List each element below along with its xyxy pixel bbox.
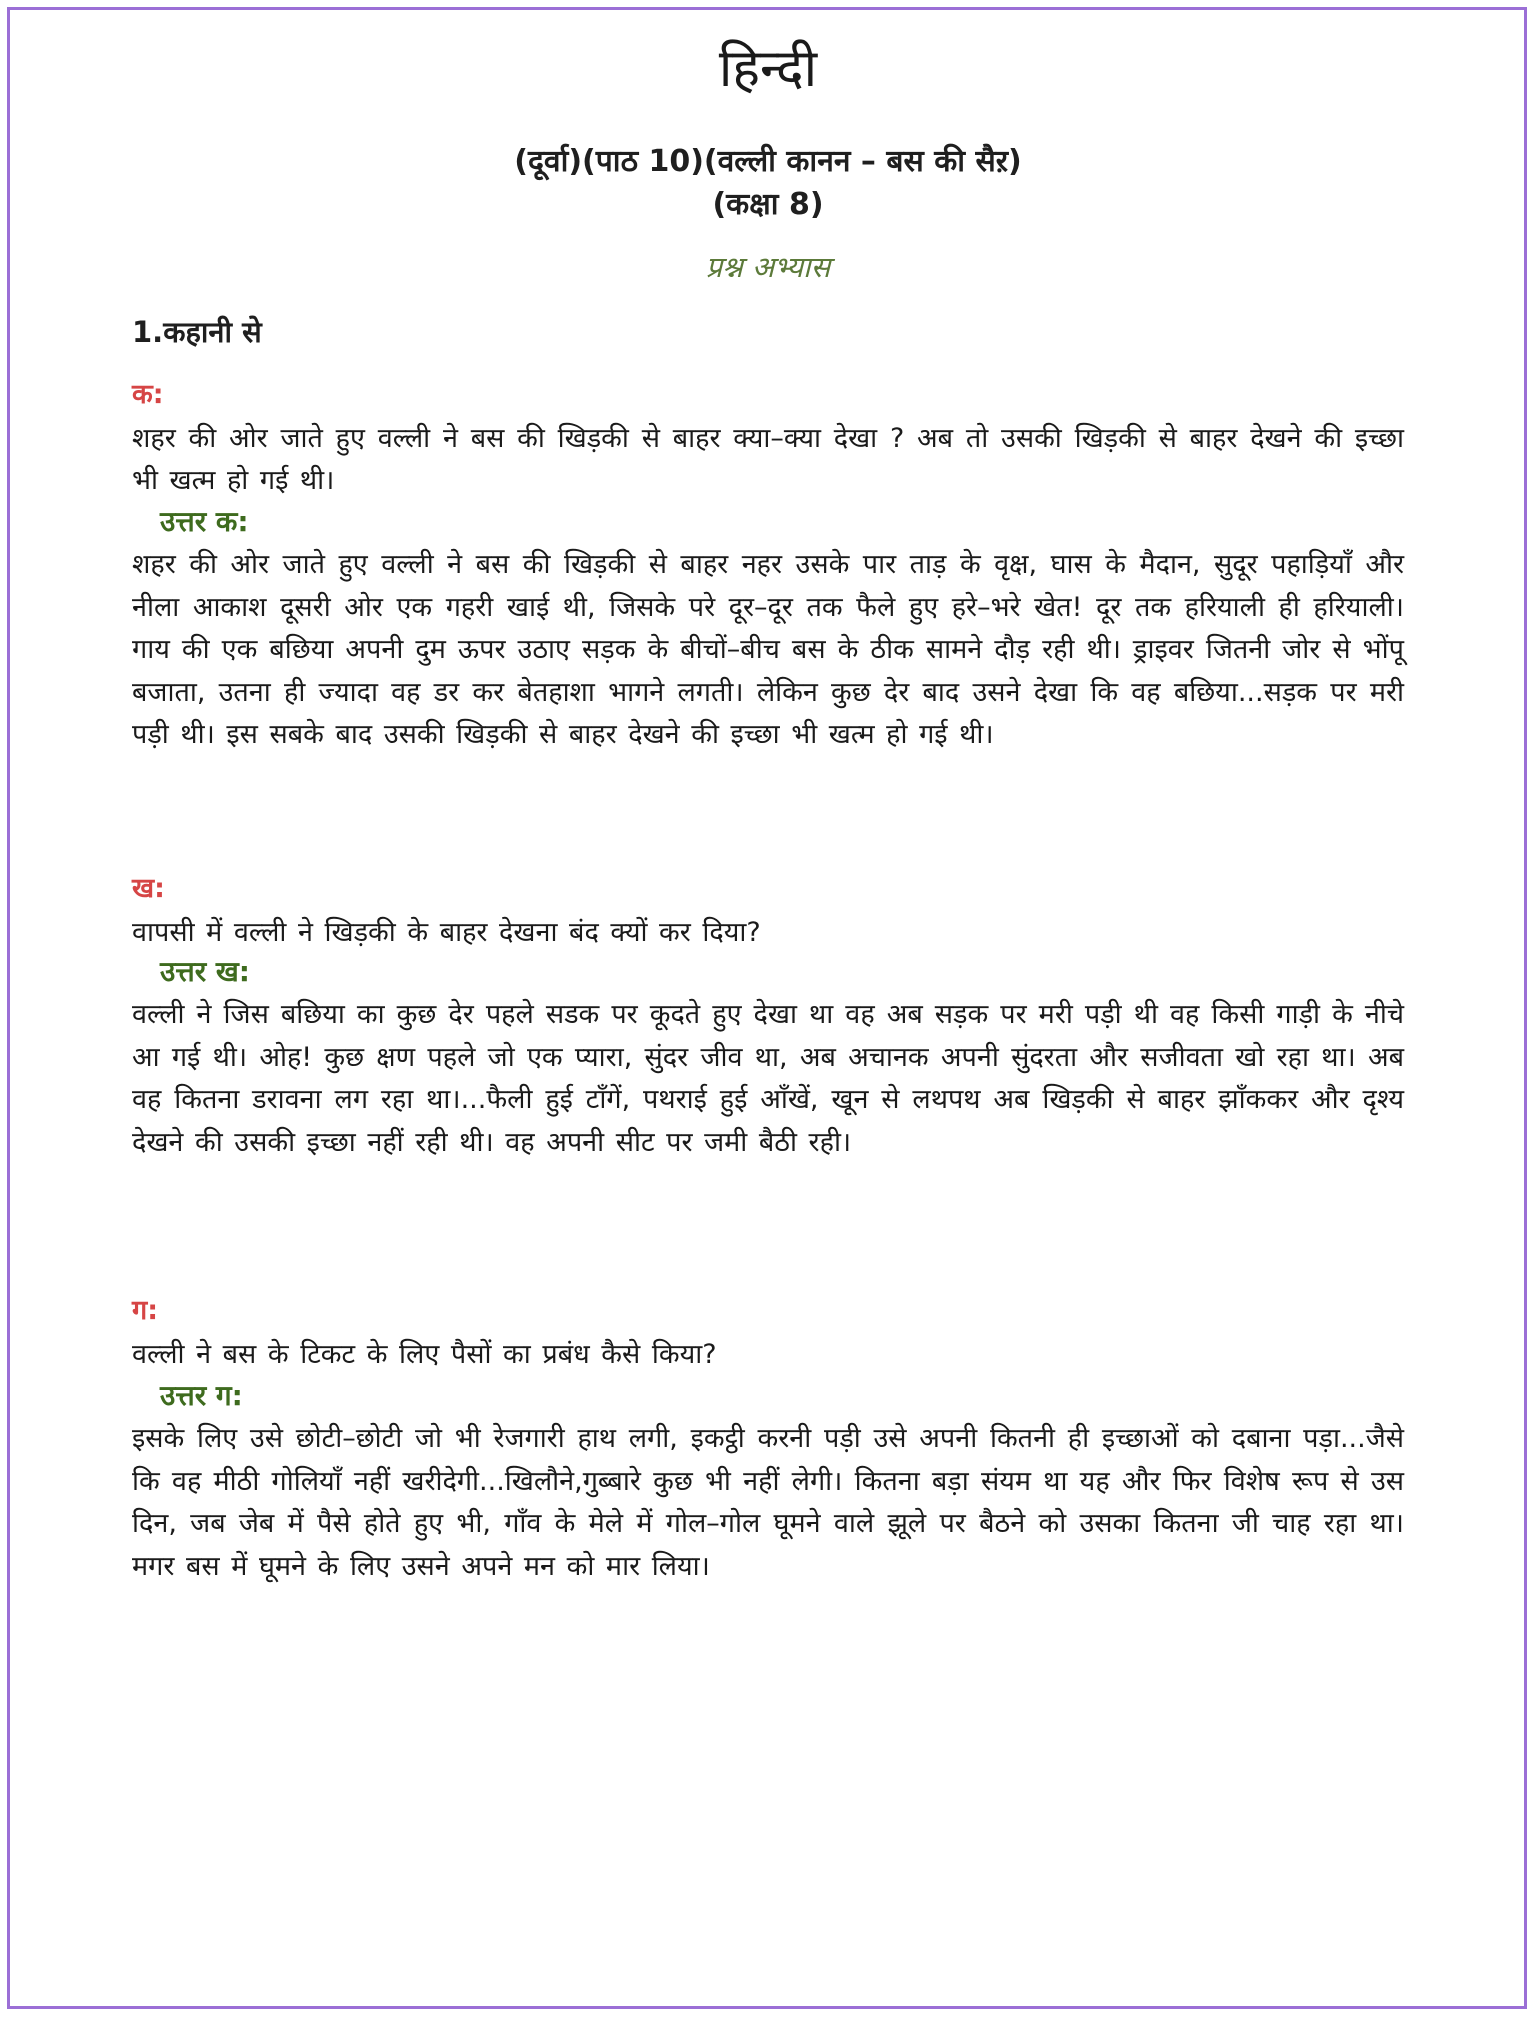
section-heading: 1.कहानी से xyxy=(132,315,262,349)
answer-text: इसके लिए उसे छोटी–छोटी जो भी रेजगारी हाथ लगी, इकट्ठी करनी पड़ी उसे अपनी कितनी ही इच्छाओं को दबाना पड़ा...जैसे कि वह मीठी गोलियाँ नहीं खरीदेगी...खिलौने,गुब्बारे कुछ भी नहीं लेगी। कितना बड़ा संयम था यह और फिर विशेष रूप से उस दिन, जब जेब में पैसे होते हुए भी, गाँव के मेले में गोल–गोल घूमने वाले झूले पर बैठने को उसका कितना जी चाह रहा था। मगर बस में घूमने के लिए उसने अपने मन को मार लिया। xyxy=(132,1423,1404,1582)
question-label: क: xyxy=(132,379,164,410)
class-name: (कक्षा 8) xyxy=(712,187,824,222)
question-text: वापसी में वल्ली ने खिड़की के बाहर देखना बंद क्यों कर दिया? xyxy=(132,917,761,948)
answer-label: उत्तर ग: xyxy=(160,1379,243,1412)
answer-label: उत्तर क: xyxy=(160,505,249,538)
question-text: शहर की ओर जाते हुए वल्ली ने बस की खिड़की से बाहर क्या–क्या देखा ? अब तो उसकी खिड़की से बाहर देखने की इच्छा भी खत्म हो गई थी। xyxy=(132,423,1404,496)
answer-text: वल्ली ने जिस बछिया का कुछ देर पहले सडक पर कूदते हुए देखा था वह अब सड़क पर मरी पड़ी थी वह किसी गाड़ी के नीचे आ गई थी। ओह! कुछ क्षण पहले जो एक प्यारा, सुंदर जीव था, अब अचानक अपनी सुंदरता और सजीवता खो रहा था। अब वह कितना डरावना लग रहा था।...फैली हुई टाँगें, पथराई हुई आँखें, खून से लथपथ अब खिड़की से बाहर झाँककर और दृश्य देखने की उसकी इच्छा नहीं रही थी। वह अपनी सीट पर जमी बैठी रही। xyxy=(132,999,1404,1158)
page-title: हिन्दी xyxy=(718,39,818,99)
question-text: वल्ली ने बस के टिकट के लिए पैसों का प्रबंध कैसे किया? xyxy=(132,1339,717,1370)
answer-label: उत्तर ख: xyxy=(160,955,250,988)
answer-text: शहर की ओर जाते हुए वल्ली ने बस की खिड़की से बाहर नहर उसके पार ताड़ के वृक्ष, घास के मैदान, सुदूर पहाड़ियाँ और नीला आकाश दूसरी ओर एक गहरी खाई थी, जिसके परे दूर–दूर तक फैले हुए हरे–भरे खेत! दूर तक हरियाली ही हरियाली। गाय की एक बछिया अपनी दुम ऊपर उठाए सड़क के बीचों–बीच बस के ठीक सामने दौड़ रही थी। ड्राइवर जितनी जोर से भोंपू बजाता, उतना ही ज्यादा वह डर कर बेतहाशा भागने लगती। लेकिन कुछ देर बाद उसने देखा कि वह बछिया...सड़क पर मरी पड़ी थी। इस सबके बाद उसकी खिड़की से बाहर देखने की इच्छा भी खत्म हो गई थी। xyxy=(132,549,1404,750)
lesson-subtitle xyxy=(132,140,1404,226)
practice-heading: प्रश्न अभ्यास xyxy=(705,250,831,284)
question-label: ग: xyxy=(132,1295,158,1326)
lesson-name: (दूर्वा)(पाठ 10)(वल्ली कानन – बस की सैऱ) xyxy=(514,144,1022,179)
question-label: ख: xyxy=(132,873,165,904)
